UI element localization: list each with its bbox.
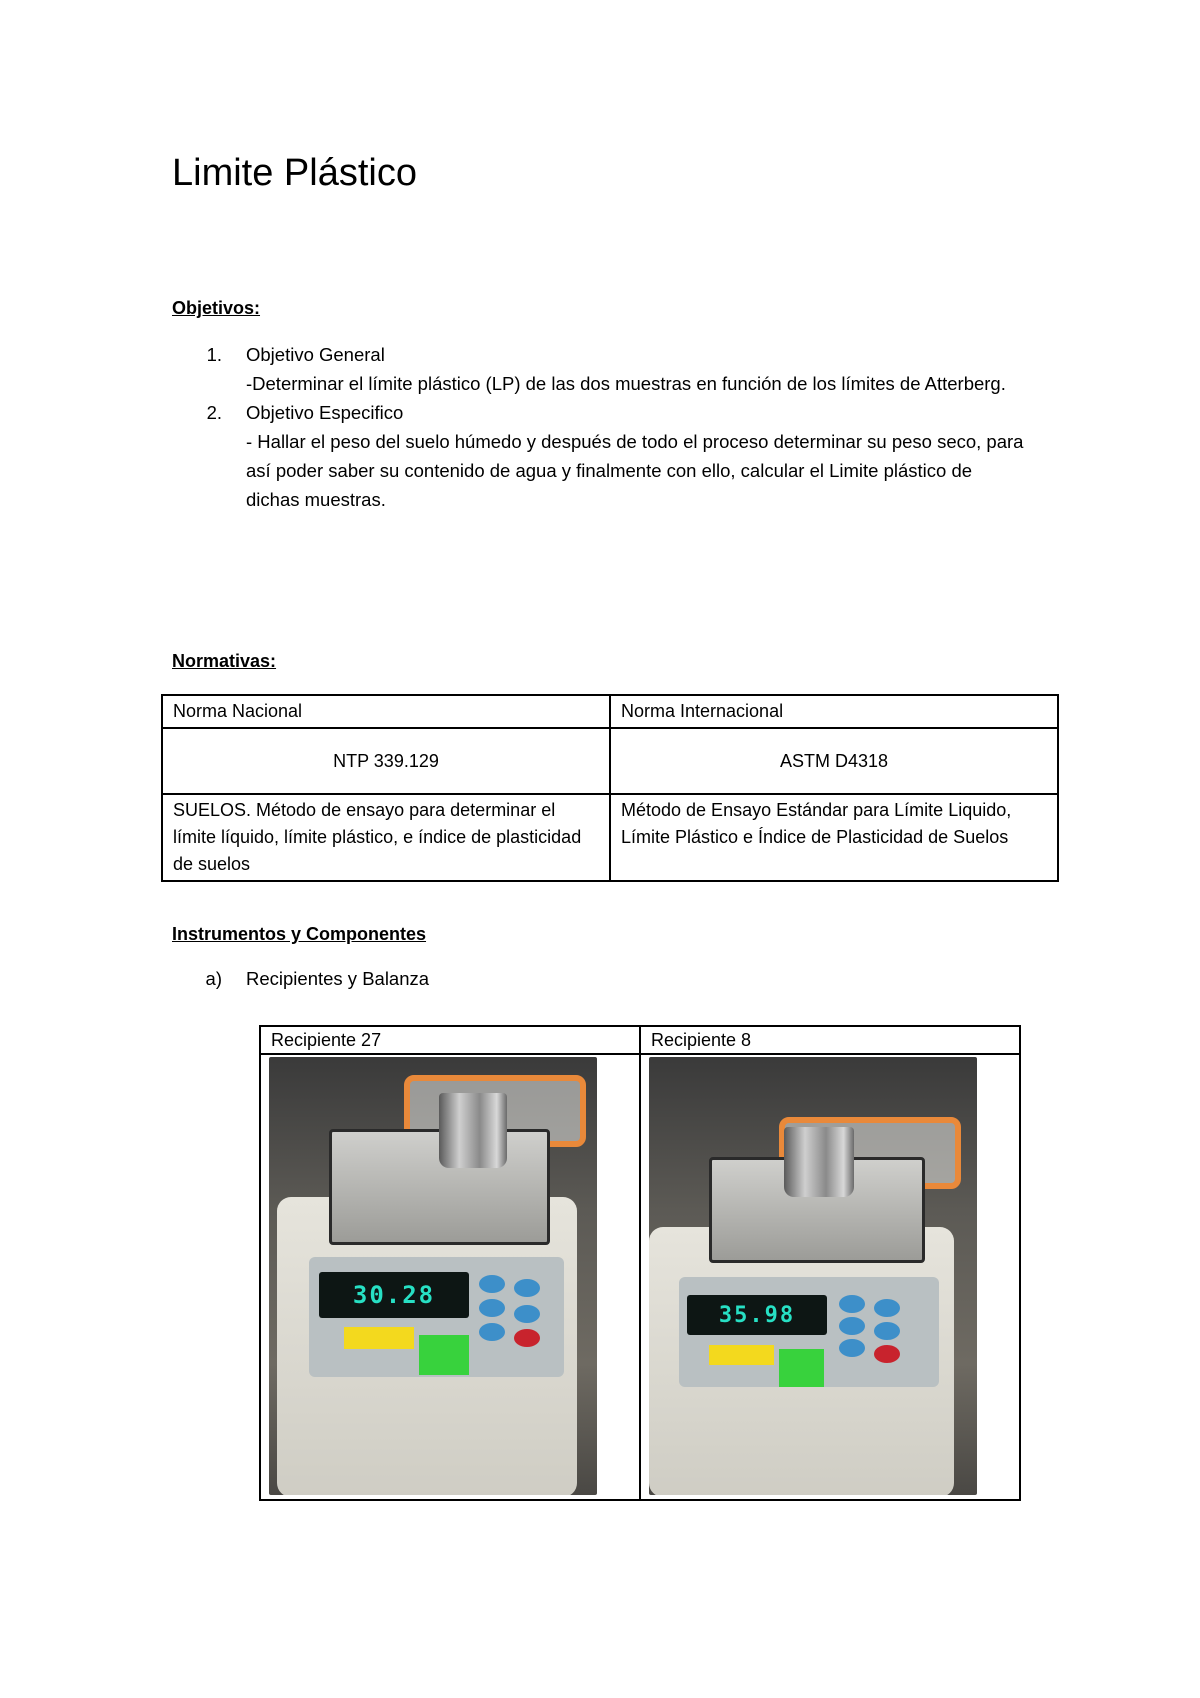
table-cell: Método de Ensayo Estándar para Límite Liquido, Límite Plástico e Índice de Plasticidad de Suelos	[610, 794, 1058, 881]
table-header: Recipiente 27	[260, 1026, 640, 1054]
recipientes-table	[259, 1025, 1021, 1501]
table-cell: ASTM D4318	[610, 728, 1058, 794]
table-header: Norma Nacional	[162, 695, 610, 728]
balance-photo	[649, 1057, 977, 1495]
table-cell	[640, 1054, 1020, 1500]
table-cell: SUELOS. Método de ensayo para determinar el límite líquido, límite plástico, e índice de plasticidad de suelos	[162, 794, 610, 881]
table-header: Recipiente 8	[640, 1026, 1020, 1054]
objetivos-list	[172, 340, 1032, 514]
objetivos-heading: Objetivos:	[172, 298, 261, 318]
instrumentos-heading: Instrumentos y Componentes	[172, 924, 427, 944]
list-item	[172, 398, 1032, 514]
normativas-heading: Normativas:	[172, 651, 277, 671]
page-title: Limite Plástico	[172, 152, 417, 194]
list-number: 2.	[206, 402, 222, 423]
sub-label: Recipientes y Balanza	[246, 968, 430, 989]
table-row	[162, 695, 1058, 728]
objetivo-label: Objetivo General	[246, 344, 385, 365]
list-number: 1.	[206, 344, 222, 365]
table-row	[162, 794, 1058, 881]
scale-display: 35.98	[687, 1295, 827, 1335]
table-cell	[260, 1054, 640, 1500]
scale-display: 30.28	[319, 1272, 469, 1318]
objetivo-text: -Determinar el límite plástico (LP) de las dos muestras en función de los límites de Atterberg.	[246, 373, 1006, 394]
table-cell: NTP 339.129	[162, 728, 610, 794]
objetivo-label: Objetivo Especifico	[246, 402, 404, 423]
table-row	[260, 1026, 1020, 1054]
list-number: a)	[205, 968, 222, 989]
balance-photo	[269, 1057, 597, 1495]
table-row	[162, 728, 1058, 794]
normativas-table	[161, 694, 1059, 882]
sub-list-item	[172, 968, 429, 990]
table-header: Norma Internacional	[610, 695, 1058, 728]
objetivo-text: - Hallar el peso del suelo húmedo y después de todo el proceso determinar su peso seco, para así poder saber su contenido de agua y finalmente con ello, calcular el Limite plástico de dichas muestras.	[246, 431, 1024, 510]
table-row	[260, 1054, 1020, 1500]
list-item	[172, 340, 1032, 398]
